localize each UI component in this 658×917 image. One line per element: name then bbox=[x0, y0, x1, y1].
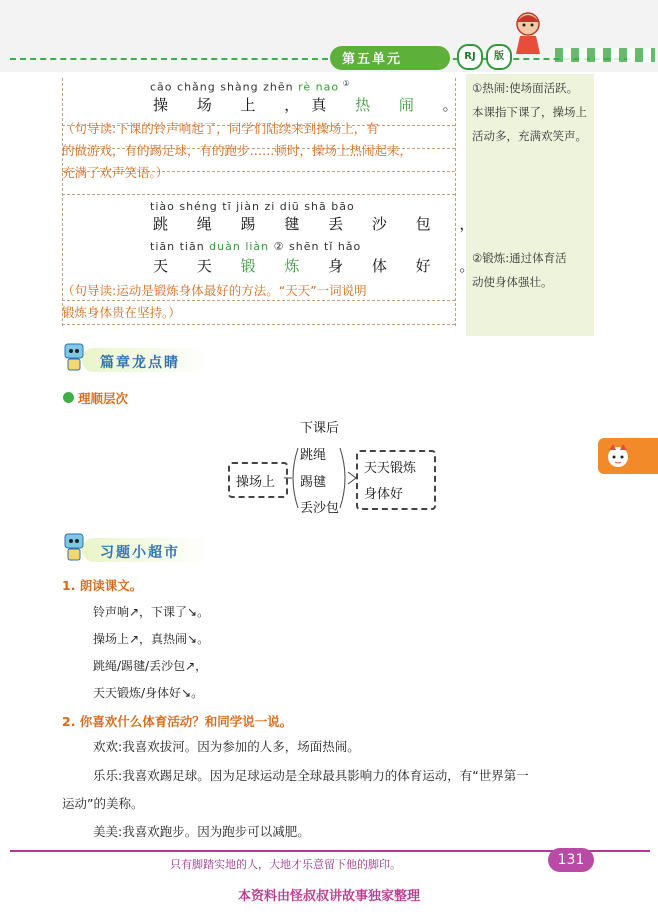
bullet-dot-icon bbox=[63, 392, 74, 403]
hanzi-segment: 操 场 上 ，真 bbox=[153, 96, 356, 114]
header-divider bbox=[10, 58, 630, 60]
sentence-guide-1 bbox=[62, 118, 457, 184]
pinyin-segment: tiān tiān bbox=[150, 240, 210, 253]
diagram-result: 天天锻炼 bbox=[364, 461, 417, 476]
section-title-review: 篇章龙点睛 bbox=[100, 355, 180, 371]
hanzi-segment: 天 天 bbox=[153, 257, 241, 275]
section-title-exercises: 习题小超市 bbox=[100, 545, 180, 561]
guide-line: 的做游戏，有的踢足球，有的跑步……顿时，操场上热闹起来， bbox=[62, 143, 413, 158]
diagram-activity: 丢沙包 bbox=[300, 501, 340, 516]
sentence-guide-2 bbox=[62, 280, 457, 324]
reading-line: 铃声响↗，下课了↘。 bbox=[93, 605, 210, 619]
answer-line: 运动”的美称。 bbox=[62, 796, 144, 811]
credit-text: 本资料由怪叔叔讲故事独家整理 bbox=[237, 889, 420, 904]
pinyin-line-2: tiào shéng tī jiàn zi diū shā bāo bbox=[150, 200, 355, 213]
answer-line: 乐乐:我喜欢踢足球。因为足球运动是全球最具影响力的体育运动，有“世界第一 bbox=[93, 768, 529, 783]
hanzi-line-3 bbox=[153, 255, 486, 276]
question-2-title: 2. 你喜欢什么体育活动？和同学说一说。 bbox=[62, 714, 293, 729]
note-line: 活动多，充满欢笑声。 bbox=[472, 129, 587, 143]
hanzi-highlight: 热 闹 bbox=[355, 96, 426, 114]
guide-line: （句导读:运动是锻炼身体最好的方法。“天天”一词说明 bbox=[62, 283, 367, 298]
page-number: 131 bbox=[548, 848, 594, 872]
version-badge: 版 bbox=[486, 44, 512, 70]
pinyin-segment: cāo chǎng shàng zhēn bbox=[150, 80, 299, 94]
note-line: ②锻炼:通过体育活 bbox=[472, 251, 567, 265]
robot-mascot-icon bbox=[62, 340, 86, 372]
reading-line: 跳绳/踢毽/丢沙包↗， bbox=[93, 659, 208, 673]
rule-line bbox=[62, 324, 455, 325]
pinyin-segment: ② shēn tǐ hǎo bbox=[269, 240, 362, 253]
unit-title: 第五单元 bbox=[342, 52, 403, 67]
diagram-left-label: 操场上 bbox=[236, 475, 276, 490]
checker-decoration bbox=[555, 48, 655, 62]
hanzi-line-1 bbox=[153, 94, 470, 115]
rule-line bbox=[62, 194, 455, 195]
diagram-activity: 跳绳 bbox=[300, 448, 327, 463]
hanzi-line-2: 跳 绳 踢 毽 丢 沙 包 ， bbox=[153, 215, 487, 233]
robot-mascot-icon bbox=[62, 530, 86, 562]
guide-line: 锻炼身体贵在坚持。） bbox=[62, 305, 181, 320]
pinyin-line-1 bbox=[150, 79, 351, 94]
subsection-title: 理顺层次 bbox=[78, 391, 129, 406]
mascot-girl-icon bbox=[506, 8, 550, 58]
hanzi-segment: 。 bbox=[425, 96, 470, 114]
pinyin-line-3 bbox=[150, 240, 361, 253]
answer-line: 美美:我喜欢跑步。因为跑步可以减肥。 bbox=[93, 824, 310, 839]
rj-badge: RJ bbox=[457, 44, 483, 70]
answer-line: 欢欢:我喜欢拔河。因为参加的人多，场面热闹。 bbox=[93, 739, 360, 754]
pinyin-highlight: rè nao bbox=[298, 80, 340, 94]
hanzi-segment: 身 体 好 。 bbox=[311, 257, 487, 275]
diagram-result: 身体好 bbox=[364, 487, 404, 502]
diagram-top-label: 下课后 bbox=[300, 421, 340, 436]
footnote-mark: ① bbox=[339, 79, 351, 88]
reading-line: 操场上↗，真热闹↘。 bbox=[93, 632, 210, 646]
guide-line: （句导读:下课的铃声响起了，同学们陆续来到操场上，有 bbox=[62, 121, 379, 136]
note-line: 本课指下课了，操场上 bbox=[472, 105, 587, 119]
diagram-activity: 踢毽 bbox=[300, 475, 327, 490]
note-line: 动使身体强壮。 bbox=[472, 275, 553, 289]
fox-mascot-icon bbox=[604, 442, 632, 470]
hanzi-highlight: 锻 炼 bbox=[240, 257, 312, 275]
reading-line: 天天锻炼/身体好↘。 bbox=[93, 686, 204, 700]
note-2 bbox=[472, 246, 592, 294]
note-line: ①热闹:使场面活跃。 bbox=[472, 81, 579, 95]
question-1-title: 1. 朗读课文。 bbox=[62, 578, 143, 593]
pinyin-highlight: duàn liàn bbox=[209, 240, 270, 253]
footer-motto: 只有脚踏实地的人，大地才乐意留下他的脚印。 bbox=[170, 858, 401, 871]
note-1 bbox=[472, 76, 592, 148]
guide-line: 充满了欢声笑语。） bbox=[62, 165, 169, 180]
